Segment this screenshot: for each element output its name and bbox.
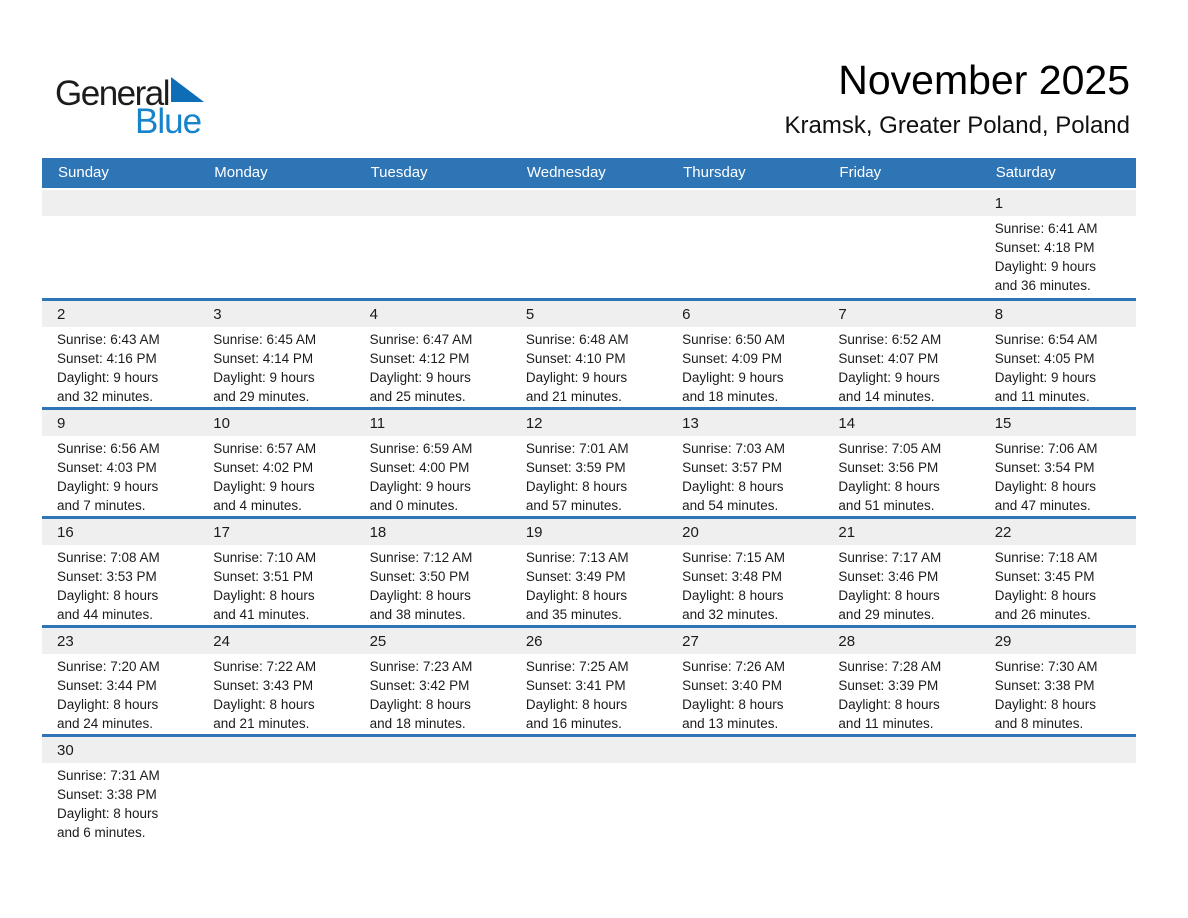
week-row	[42, 516, 1136, 625]
day-cell-body	[355, 436, 511, 515]
day-cell-body	[198, 545, 354, 624]
cell-line: Daylight: 8 hours	[994, 479, 1097, 494]
cell-line: Sunrise: 7:31 AM	[57, 768, 160, 783]
day-number	[667, 190, 823, 216]
day-cell-body	[823, 763, 979, 766]
cell-line: Sunrise: 6:50 AM	[682, 332, 785, 347]
day-cell-body	[823, 436, 979, 515]
day-cell-body	[511, 545, 667, 624]
day-cell-body	[355, 763, 511, 766]
cell-line: Daylight: 9 hours	[994, 370, 1097, 385]
day-number: 30	[42, 737, 198, 763]
cell-line: and 8 minutes.	[994, 716, 1084, 731]
cell-line: Sunrise: 7:13 AM	[525, 550, 629, 565]
day-number	[823, 190, 979, 216]
day-number: 3	[198, 301, 354, 327]
cell-line: Daylight: 8 hours	[213, 588, 315, 603]
day-number: 29	[980, 628, 1136, 654]
cell-line: and 0 minutes.	[369, 498, 459, 513]
cell-line: Sunset: 4:12 PM	[369, 351, 470, 366]
cell-line: Sunrise: 7:23 AM	[369, 659, 473, 674]
cell-line: Daylight: 8 hours	[994, 697, 1097, 712]
day-number: 4	[355, 301, 511, 327]
cell-line: and 13 minutes.	[682, 716, 779, 731]
logo-triangle-icon	[171, 77, 204, 102]
cell-line: Sunset: 4:10 PM	[525, 351, 626, 366]
day-cell-24	[198, 628, 354, 734]
cell-line: Sunset: 4:05 PM	[994, 351, 1095, 366]
day-cell-5	[511, 301, 667, 407]
day-cell-body	[667, 763, 823, 766]
day-cell-empty	[667, 737, 823, 843]
cell-line: and 29 minutes.	[213, 389, 310, 404]
cell-line: and 54 minutes.	[682, 498, 779, 513]
cell-line: Sunrise: 6:52 AM	[838, 332, 942, 347]
day-cell-body	[511, 654, 667, 733]
cell-line: Sunset: 3:43 PM	[213, 678, 314, 693]
cell-line: Daylight: 8 hours	[525, 479, 628, 494]
cell-line: Sunset: 3:49 PM	[525, 569, 626, 584]
day-cell-body	[511, 436, 667, 515]
day-cell-4	[355, 301, 511, 407]
week-row	[42, 734, 1136, 843]
calendar-table	[42, 158, 1136, 843]
weekday-header-row	[42, 158, 1136, 188]
weekday-header-saturday: Saturday	[995, 164, 1056, 181]
day-cell-23	[42, 628, 198, 734]
day-cell-body	[980, 654, 1136, 733]
day-number	[980, 737, 1136, 763]
cell-line: Daylight: 9 hours	[682, 370, 784, 385]
day-number: 13	[667, 410, 823, 436]
day-cell-18	[355, 519, 511, 625]
day-cell-22	[980, 519, 1136, 625]
day-number: 5	[511, 301, 667, 327]
cell-line: Sunrise: 7:15 AM	[682, 550, 785, 565]
cell-line: Daylight: 8 hours	[682, 588, 784, 603]
cell-line: Daylight: 9 hours	[213, 370, 315, 385]
weekday-header-sunday: Sunday	[58, 164, 109, 181]
cell-line: Sunset: 3:42 PM	[369, 678, 470, 693]
day-cell-body	[198, 327, 354, 406]
day-number: 12	[511, 410, 667, 436]
cell-line: Daylight: 8 hours	[838, 479, 940, 494]
cell-line: Sunrise: 6:54 AM	[994, 332, 1098, 347]
cell-line: Sunrise: 6:47 AM	[369, 332, 473, 347]
cell-line: Sunrise: 6:59 AM	[369, 441, 473, 456]
day-cell-body	[823, 654, 979, 733]
cell-line: and 24 minutes.	[57, 716, 154, 731]
cell-line: Sunrise: 7:18 AM	[994, 550, 1098, 565]
day-number: 11	[355, 410, 511, 436]
cell-line: and 25 minutes.	[369, 389, 466, 404]
cell-line: Sunset: 4:16 PM	[57, 351, 157, 366]
day-cell-28	[823, 628, 979, 734]
day-cell-25	[355, 628, 511, 734]
day-number: 7	[823, 301, 979, 327]
day-cell-12	[511, 410, 667, 516]
cell-line: and 41 minutes.	[213, 607, 310, 622]
cell-line: Sunset: 3:48 PM	[682, 569, 782, 584]
day-cell-body	[667, 216, 823, 219]
day-cell-21	[823, 519, 979, 625]
day-cell-11	[355, 410, 511, 516]
cell-line: and 21 minutes.	[525, 389, 622, 404]
day-cell-empty	[355, 737, 511, 843]
cell-line: Sunrise: 7:03 AM	[682, 441, 785, 456]
cell-line: Sunset: 3:53 PM	[57, 569, 157, 584]
day-cell-empty	[198, 737, 354, 843]
day-number: 23	[42, 628, 198, 654]
weekday-header-tuesday: Tuesday	[370, 164, 428, 181]
day-cell-9	[42, 410, 198, 516]
cell-line: Daylight: 9 hours	[369, 479, 471, 494]
cell-line: Sunrise: 7:17 AM	[838, 550, 942, 565]
page-subtitle: Kramsk, Greater Poland, Poland	[784, 112, 1130, 140]
day-cell-body	[980, 216, 1136, 295]
logo-text-general: General	[55, 74, 170, 113]
cell-line: and 16 minutes.	[525, 716, 622, 731]
cell-line: Sunrise: 7:25 AM	[525, 659, 629, 674]
day-cell-6	[667, 301, 823, 407]
day-cell-body	[667, 654, 823, 733]
cell-line: Sunrise: 7:06 AM	[994, 441, 1098, 456]
cell-line: and 32 minutes.	[57, 389, 154, 404]
cell-line: Daylight: 9 hours	[57, 370, 159, 385]
cell-line: and 18 minutes.	[369, 716, 466, 731]
day-cell-body	[198, 436, 354, 515]
cell-line: and 11 minutes.	[838, 716, 934, 731]
day-cell-body	[667, 545, 823, 624]
day-cell-2	[42, 301, 198, 407]
cell-line: Sunset: 3:59 PM	[525, 460, 626, 475]
weekday-header-friday: Friday	[839, 164, 882, 181]
cell-line: Sunrise: 7:05 AM	[838, 441, 942, 456]
cell-line: Sunrise: 6:56 AM	[57, 441, 160, 456]
day-number: 20	[667, 519, 823, 545]
day-number	[667, 737, 823, 763]
cell-line: Daylight: 8 hours	[57, 588, 159, 603]
cell-line: and 32 minutes.	[682, 607, 779, 622]
cell-line: Daylight: 8 hours	[213, 697, 315, 712]
day-cell-empty	[511, 737, 667, 843]
cell-line: Sunset: 4:09 PM	[682, 351, 782, 366]
cell-line: Daylight: 8 hours	[838, 588, 940, 603]
day-cell-10	[198, 410, 354, 516]
day-number: 17	[198, 519, 354, 545]
cell-line: Sunrise: 7:26 AM	[682, 659, 785, 674]
day-cell-15	[980, 410, 1136, 516]
cell-line: and 4 minutes.	[213, 498, 302, 513]
day-cell-8	[980, 301, 1136, 407]
cell-line: Sunrise: 6:45 AM	[213, 332, 317, 347]
cell-line: Sunrise: 6:48 AM	[525, 332, 629, 347]
cell-line: Sunset: 3:40 PM	[682, 678, 782, 693]
day-cell-body	[42, 327, 198, 406]
cell-line: Sunrise: 7:20 AM	[57, 659, 160, 674]
day-cell-27	[667, 628, 823, 734]
cell-line: Sunset: 4:14 PM	[213, 351, 314, 366]
day-number: 8	[980, 301, 1136, 327]
cell-line: Sunrise: 6:57 AM	[213, 441, 317, 456]
cell-line: Daylight: 8 hours	[994, 588, 1097, 603]
cell-line: Daylight: 8 hours	[682, 479, 784, 494]
day-number	[198, 737, 354, 763]
cell-line: and 35 minutes.	[525, 607, 622, 622]
day-cell-body	[42, 436, 198, 515]
week-row	[42, 407, 1136, 516]
cell-line: Sunset: 3:44 PM	[57, 678, 157, 693]
cell-line: Sunset: 3:56 PM	[838, 460, 939, 475]
day-cell-body	[355, 216, 511, 219]
cell-line: and 47 minutes.	[994, 498, 1091, 513]
day-number: 28	[823, 628, 979, 654]
cell-line: Sunset: 3:39 PM	[838, 678, 939, 693]
day-cell-29	[980, 628, 1136, 734]
day-cell-empty	[823, 737, 979, 843]
cell-line: Sunset: 3:41 PM	[525, 678, 626, 693]
day-cell-body	[511, 763, 667, 766]
cell-line: and 51 minutes.	[838, 498, 935, 513]
page-title: November 2025	[838, 57, 1130, 103]
week-row	[42, 625, 1136, 734]
day-number: 26	[511, 628, 667, 654]
week-row	[42, 298, 1136, 407]
day-cell-body	[42, 216, 198, 219]
day-cell-body	[980, 327, 1136, 406]
cell-line: Sunset: 3:57 PM	[682, 460, 782, 475]
day-cell-empty	[980, 737, 1136, 843]
cell-line: and 57 minutes.	[525, 498, 622, 513]
cell-line: and 44 minutes.	[57, 607, 154, 622]
cell-line: and 21 minutes.	[213, 716, 310, 731]
cell-line: Daylight: 9 hours	[525, 370, 628, 385]
cell-line: Sunset: 4:07 PM	[838, 351, 939, 366]
day-number: 10	[198, 410, 354, 436]
cell-line: Sunrise: 7:08 AM	[57, 550, 160, 565]
day-cell-13	[667, 410, 823, 516]
day-number: 25	[355, 628, 511, 654]
day-number: 24	[198, 628, 354, 654]
cell-line: Daylight: 9 hours	[213, 479, 315, 494]
day-cell-empty	[667, 190, 823, 298]
cell-line: Sunset: 3:54 PM	[994, 460, 1095, 475]
header-titles	[784, 58, 1130, 140]
day-number: 1	[980, 190, 1136, 216]
calendar-weeks	[42, 188, 1136, 843]
day-number: 22	[980, 519, 1136, 545]
cell-line: Sunset: 3:38 PM	[994, 678, 1095, 693]
cell-line: Sunrise: 7:30 AM	[994, 659, 1098, 674]
day-cell-empty	[198, 190, 354, 298]
cell-line: Sunrise: 7:28 AM	[838, 659, 942, 674]
day-cell-body	[355, 327, 511, 406]
day-cell-26	[511, 628, 667, 734]
general-blue-logo	[55, 76, 204, 139]
day-number: 9	[42, 410, 198, 436]
cell-line: Sunrise: 7:10 AM	[213, 550, 317, 565]
cell-line: Sunset: 4:00 PM	[369, 460, 470, 475]
cell-line: Sunset: 4:03 PM	[57, 460, 157, 475]
day-cell-body	[42, 654, 198, 733]
cell-line: Daylight: 9 hours	[57, 479, 159, 494]
day-number: 14	[823, 410, 979, 436]
day-number: 21	[823, 519, 979, 545]
day-cell-body	[980, 545, 1136, 624]
week-row	[42, 188, 1136, 298]
day-cell-19	[511, 519, 667, 625]
day-number: 19	[511, 519, 667, 545]
cell-line: Daylight: 8 hours	[525, 588, 628, 603]
cell-line: and 7 minutes.	[57, 498, 146, 513]
cell-line: and 36 minutes.	[994, 278, 1091, 293]
weekday-header-thursday: Thursday	[683, 164, 746, 181]
cell-line: Daylight: 8 hours	[57, 697, 159, 712]
cell-line: Daylight: 9 hours	[994, 259, 1097, 274]
day-cell-body	[355, 545, 511, 624]
day-cell-body	[511, 327, 667, 406]
cell-line: Sunset: 3:51 PM	[213, 569, 314, 584]
cell-line: and 26 minutes.	[994, 607, 1091, 622]
day-cell-body	[823, 327, 979, 406]
cell-line: Daylight: 8 hours	[525, 697, 628, 712]
day-number	[42, 190, 198, 216]
day-cell-17	[198, 519, 354, 625]
cell-line: Sunset: 4:02 PM	[213, 460, 314, 475]
day-cell-body	[42, 763, 198, 842]
cell-line: Sunrise: 7:12 AM	[369, 550, 473, 565]
day-cell-body	[42, 545, 198, 624]
cell-line: and 14 minutes.	[838, 389, 935, 404]
cell-line: Sunset: 3:45 PM	[994, 569, 1095, 584]
day-cell-body	[198, 654, 354, 733]
day-cell-14	[823, 410, 979, 516]
day-cell-body	[823, 545, 979, 624]
cell-line: Sunset: 3:46 PM	[838, 569, 939, 584]
cell-line: Daylight: 9 hours	[838, 370, 940, 385]
cell-line: and 18 minutes.	[682, 389, 779, 404]
day-number	[198, 190, 354, 216]
logo-text-blue: Blue	[135, 102, 202, 141]
day-number	[355, 190, 511, 216]
cell-line: Daylight: 8 hours	[838, 697, 940, 712]
cell-line: Daylight: 8 hours	[369, 588, 471, 603]
cell-line: Sunset: 3:50 PM	[369, 569, 470, 584]
day-number: 16	[42, 519, 198, 545]
cell-line: Sunset: 3:38 PM	[57, 787, 157, 802]
day-cell-body	[823, 216, 979, 219]
day-cell-16	[42, 519, 198, 625]
cell-line: and 6 minutes.	[57, 825, 146, 840]
cell-line: Sunrise: 7:22 AM	[213, 659, 317, 674]
day-cell-empty	[823, 190, 979, 298]
day-cell-body	[667, 327, 823, 406]
day-cell-empty	[42, 190, 198, 298]
day-cell-body	[355, 654, 511, 733]
day-cell-body	[980, 436, 1136, 515]
day-cell-empty	[511, 190, 667, 298]
cell-line: and 11 minutes.	[994, 389, 1090, 404]
day-cell-3	[198, 301, 354, 407]
day-number: 27	[667, 628, 823, 654]
day-number	[823, 737, 979, 763]
day-cell-body	[198, 763, 354, 766]
day-number	[511, 190, 667, 216]
day-cell-empty	[355, 190, 511, 298]
day-number: 18	[355, 519, 511, 545]
day-number: 15	[980, 410, 1136, 436]
day-cell-body	[511, 216, 667, 219]
day-number: 6	[667, 301, 823, 327]
cell-line: Sunrise: 6:41 AM	[994, 221, 1098, 236]
day-number	[355, 737, 511, 763]
day-cell-1	[980, 190, 1136, 298]
cell-line: Daylight: 8 hours	[682, 697, 784, 712]
day-cell-body	[980, 763, 1136, 766]
day-cell-20	[667, 519, 823, 625]
cell-line: Sunrise: 7:01 AM	[525, 441, 629, 456]
cell-line: Sunrise: 6:43 AM	[57, 332, 160, 347]
cell-line: Daylight: 8 hours	[369, 697, 471, 712]
day-cell-30	[42, 737, 198, 843]
cell-line: and 38 minutes.	[369, 607, 466, 622]
cell-line: Sunset: 4:18 PM	[994, 240, 1095, 255]
cell-line: and 29 minutes.	[838, 607, 935, 622]
day-number: 2	[42, 301, 198, 327]
day-number	[511, 737, 667, 763]
day-cell-7	[823, 301, 979, 407]
day-cell-body	[198, 216, 354, 219]
cell-line: Daylight: 8 hours	[57, 806, 159, 821]
cell-line: Daylight: 9 hours	[369, 370, 471, 385]
weekday-header-wednesday: Wednesday	[526, 164, 606, 181]
day-cell-body	[667, 436, 823, 515]
weekday-header-monday: Monday	[214, 164, 268, 181]
